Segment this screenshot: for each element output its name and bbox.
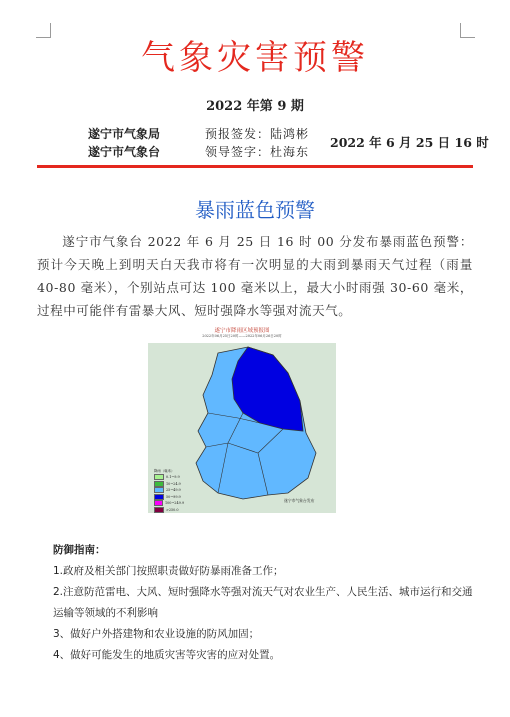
map-canvas: [148, 343, 336, 513]
map-source: 遂宁市气象台发布: [284, 498, 315, 503]
guide-item: 4、做好可能发生的地质灾害等灾害的应对处置。: [53, 649, 281, 661]
legend-swatch: [154, 487, 164, 493]
warning-paragraph: [37, 230, 473, 322]
leader-signer: 领导签字：杜海东: [205, 145, 310, 159]
legend-label: 25~49.9: [166, 488, 181, 493]
warning-title: 暴雨蓝色预警: [195, 198, 315, 222]
legend-label: >250.0: [166, 507, 179, 512]
document-title: 气象灾害预警: [141, 38, 369, 78]
issuer-bureau: 遂宁市气象局: [88, 127, 161, 141]
legend-label: 50~99.9: [166, 494, 181, 499]
guide-item: 2.注意防范雷电、大风、短时强降水等强对流天气对农业生产、人民生活、城市运行和交通运输等领域的不利影响: [53, 586, 473, 619]
legend-swatch: [154, 481, 164, 487]
legend-row: [154, 507, 184, 514]
legend-label: 10~24.9: [166, 481, 181, 486]
legend-swatch: [154, 500, 163, 506]
legend-label: 100~249.9: [164, 501, 184, 506]
issue-number: 2022 年第 9 期: [206, 99, 304, 114]
issuer-station: 遂宁市气象台: [88, 145, 161, 159]
legend-swatch: [154, 494, 164, 500]
legend-swatch: [154, 474, 164, 480]
issue-date: 2022 年 6 月 25 日 16 时: [330, 135, 489, 150]
warning-text: 遂宁市气象台 2022 年 6 月 25 日 16 时 00 分发布暴雨蓝色预警：预计今天晚上到明天白天我市将有一次明显的大雨到暴雨天气过程（雨量 40-80 毫米），个别站点可达 100 毫米以上，最大小时雨强 30-60 毫米，过程中可能伴有雷暴大风、短时强降水等强对流天气。: [37, 234, 473, 318]
guide-heading: 防御指南：: [53, 544, 106, 556]
map-legend: [154, 468, 184, 513]
rainfall-map: [148, 325, 336, 513]
map-title: 遂宁市降雨区域预报图: [214, 328, 270, 334]
red-divider: [37, 165, 473, 168]
legend-swatch: [154, 507, 164, 513]
legend-label: 0.1~9.9: [166, 475, 180, 480]
defense-guide: [53, 540, 473, 666]
forecast-signer: 预报签发：陆鸿彬: [205, 127, 310, 141]
map-subtitle: 2022年06月25日20时——2022年06月26日20时: [202, 334, 282, 338]
legend-title: 降雨（毫米）: [154, 469, 175, 473]
guide-item: 1.政府及相关部门按照职责做好防暴雨准备工作；: [53, 565, 284, 577]
guide-item: 3、做好户外搭建物和农业设施的防风加固；: [53, 628, 260, 640]
